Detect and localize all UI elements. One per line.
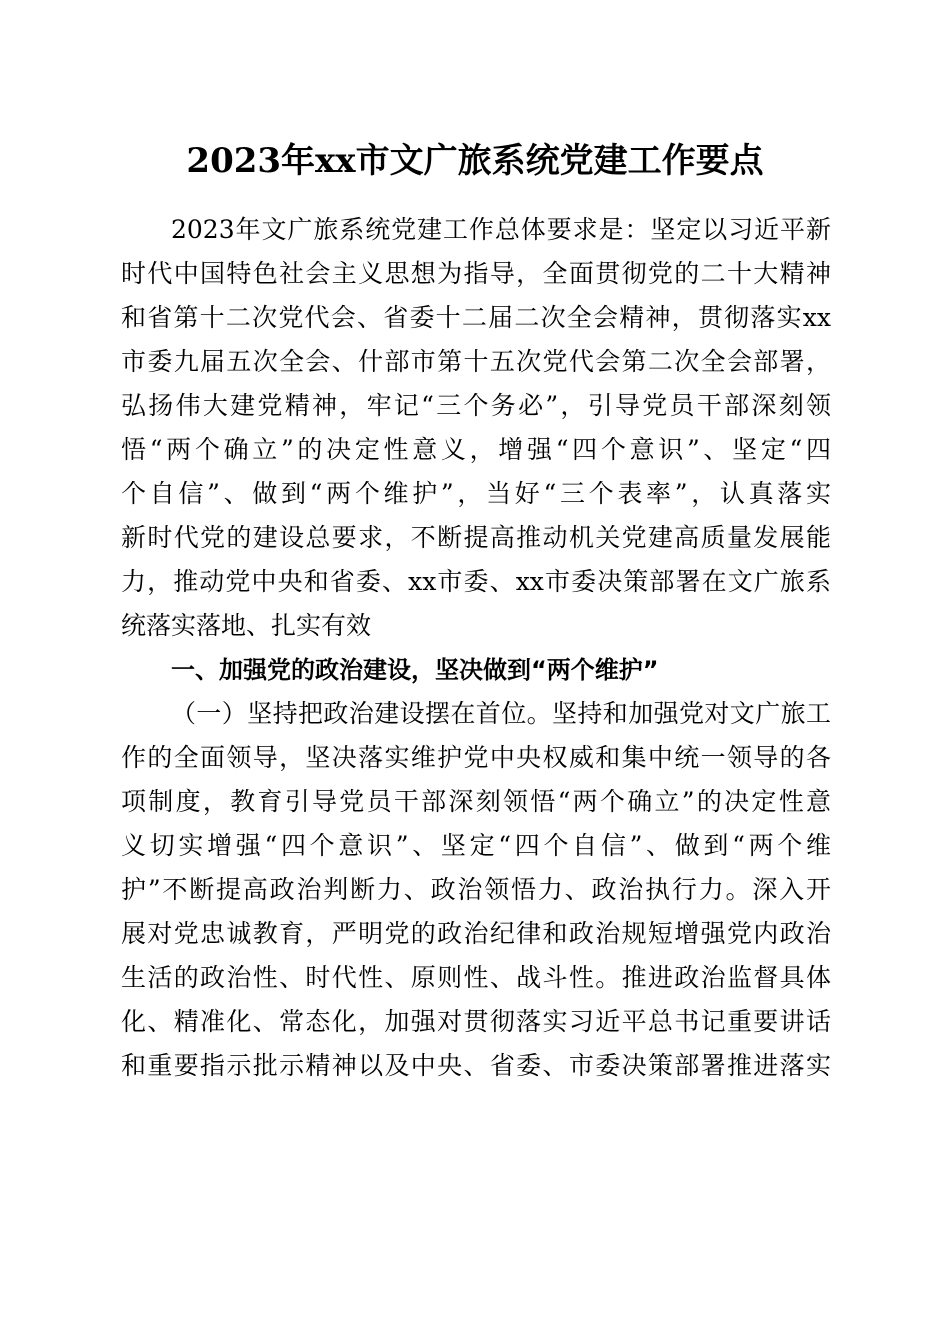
intro-line-2: 时代中国特色社会主义思想为指导，全面贯彻党的二十大精神 [121, 259, 831, 288]
intro-line-3: 和省第十二次党代会、省委十二届二次全会精神，贯彻落实xx [121, 303, 831, 332]
intro-line-1: 2023年文广旅系统党建工作总体要求是：坚定以习近平新 [171, 215, 831, 244]
document-title: 2023年xx市文广旅系统党建工作要点 [186, 141, 764, 181]
intro-line-4: 市委九届五次全会、什部市第十五次党代会第二次全会部署， [121, 347, 831, 376]
intro-line-10: 统落实落地、扎实有效 [121, 611, 372, 640]
section1-line-5: 护”不断提高政治判断力、政治领悟力、政治执行力。深入开 [121, 875, 831, 904]
section1-line-3: 项制度，教育引导党员干部深刻领悟“两个确立”的决定性意 [121, 787, 831, 816]
intro-line-5: 弘扬伟大建党精神，牢记“三个务必”，引导党员干部深刻领 [121, 391, 831, 420]
intro-line-7: 个自信”、做到“两个维护”，当好“三个表率”，认真落实 [121, 479, 831, 508]
section1-line-8: 化、精准化、常态化，加强对贯彻落实习近平总书记重要讲话 [121, 1007, 831, 1036]
section1-line-1: （一）坚持把政治建设摆在首位。坚持和加强党对文广旅工 [171, 699, 831, 728]
intro-line-6: 悟“两个确立”的决定性意义，增强“四个意识”、坚定“四 [121, 435, 831, 464]
section-heading-1: 一、加强党的政治建设，坚决做到“两个维护” [171, 656, 659, 684]
section1-line-7: 生活的政治性、时代性、原则性、战斗性。推进政治监督具体 [121, 963, 831, 992]
intro-line-8: 新时代党的建设总要求，不断提高推动机关党建高质量发展能 [121, 523, 831, 552]
section1-line-9: 和重要指示批示精神以及中央、省委、市委决策部署推进落实 [121, 1051, 831, 1080]
section1-line-6: 展对党忠诚教育，严明党的政治纪律和政治规短增强党内政治 [121, 919, 831, 948]
section1-line-2: 作的全面领导，坚决落实维护党中央权威和集中统一领导的各 [121, 743, 831, 772]
intro-line-9: 力，推动党中央和省委、xx市委、xx市委决策部署在文广旅系 [121, 567, 831, 596]
section1-line-4: 义切实增强“四个意识”、坚定“四个自信”、做到“两个维 [121, 831, 831, 860]
